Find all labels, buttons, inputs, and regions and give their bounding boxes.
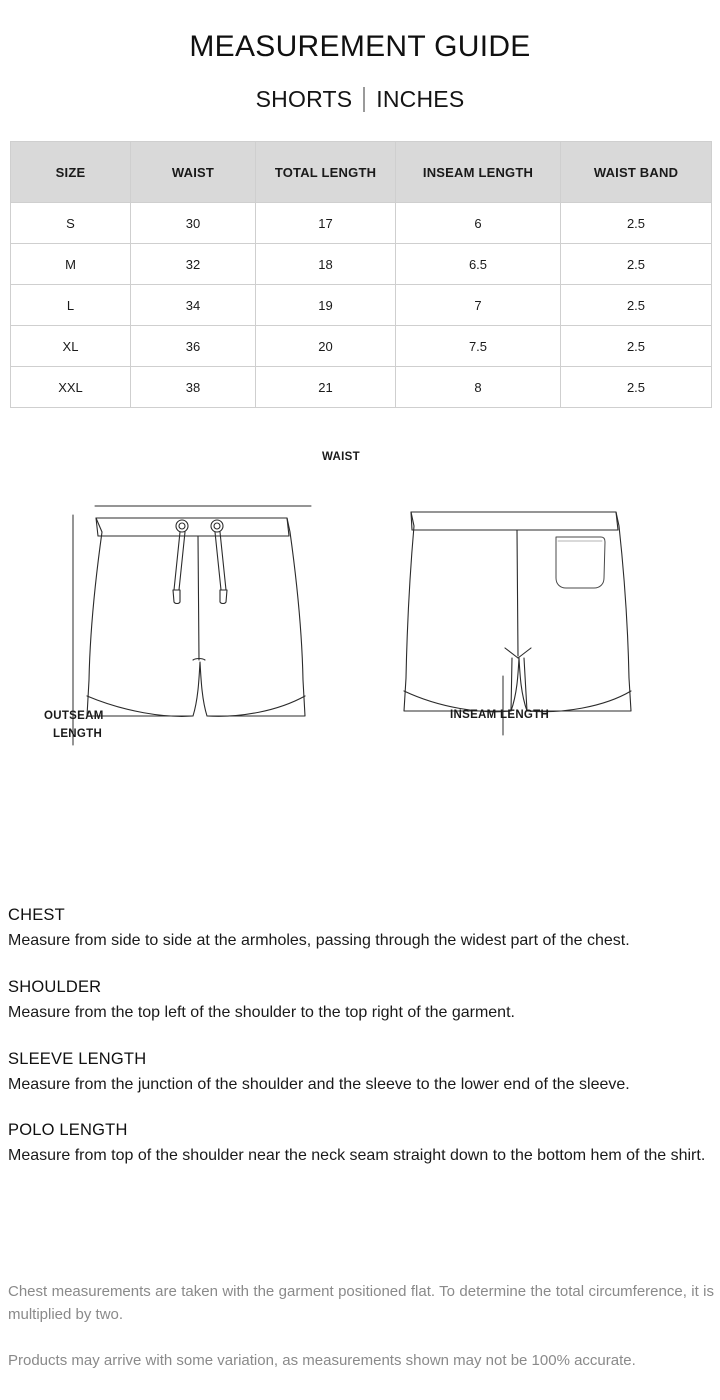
cell-inseam-length: 8: [396, 367, 561, 408]
description-body: Measure from top of the shoulder near the neck seam straight down to the bottom hem of the shirt.: [8, 1147, 706, 1165]
units-label: INCHES: [376, 86, 465, 112]
cell-waist-band: 2.5: [561, 367, 712, 408]
cell-total-length: 21: [256, 367, 396, 408]
note-variation: Products may arrive with some variation, as measurements shown may not be 100% accurate.: [8, 1351, 636, 1369]
column-header-waist-band: WAIST BAND: [561, 142, 712, 203]
column-header-total-length: TOTAL LENGTH: [256, 142, 396, 203]
measurement-descriptions: [8, 906, 714, 1193]
description-body: Measure from side to side at the armholes, passing through the widest part of the chest.: [8, 932, 630, 949]
cell-waist: 32: [131, 244, 256, 285]
column-header-size: SIZE: [11, 142, 131, 203]
description-body: Measure from the top left of the shoulder to the top right of the garment.: [8, 1003, 515, 1021]
page-title: MEASUREMENT GUIDE: [189, 30, 531, 63]
note-flat-measurement: Chest measurements are taken with the garment positioned flat. To determine the total circumference, it is multiplied by two.: [8, 1283, 714, 1324]
description-chest: [8, 906, 714, 954]
cell-size: M: [11, 244, 131, 285]
cell-total-length: 20: [256, 326, 396, 367]
subtitle-row: [0, 86, 720, 113]
cell-inseam-length: 6.5: [396, 244, 561, 285]
cell-waist: 38: [131, 367, 256, 408]
cell-waist: 30: [131, 203, 256, 244]
cell-size: L: [11, 285, 131, 326]
description-body: Measure from the junction of the shoulder and the sleeve to the lower end of the sleeve.: [8, 1075, 630, 1093]
outseam-length-label-line2: LENGTH: [53, 728, 103, 740]
disclaimer-notes: [8, 1280, 714, 1394]
table-header-row: [11, 142, 712, 203]
outseam-length-label-line1: OUTSEAM: [44, 710, 104, 722]
cell-inseam-length: 7.5: [396, 326, 561, 367]
table-row: [11, 367, 712, 408]
description-sleeve-length: [8, 1050, 714, 1098]
shorts-back-view: [404, 512, 631, 735]
description-heading: SHOULDER: [8, 977, 102, 996]
size-chart-table: [10, 141, 712, 408]
description-heading: CHEST: [8, 906, 65, 924]
cell-waist-band: 2.5: [561, 285, 712, 326]
cell-size: XXL: [11, 367, 131, 408]
cell-size: S: [11, 203, 131, 244]
description-heading: POLO LENGTH: [8, 1121, 128, 1140]
cell-size: XL: [11, 326, 131, 367]
description-shoulder: [8, 978, 714, 1026]
cell-total-length: 19: [256, 285, 396, 326]
cell-waist-band: 2.5: [561, 203, 712, 244]
column-header-waist: WAIST: [131, 142, 256, 203]
garment-type-label: SHORTS: [255, 86, 353, 112]
garment-diagram: [0, 451, 720, 810]
cell-total-length: 17: [256, 203, 396, 244]
cell-waist-band: 2.5: [561, 326, 712, 367]
description-polo-length: [8, 1121, 714, 1169]
shorts-front-view: [73, 506, 311, 745]
waist-measurement-label: WAIST: [322, 451, 360, 463]
table-row: [11, 244, 712, 285]
cell-waist-band: 2.5: [561, 244, 712, 285]
size-table-container: [10, 141, 711, 408]
inseam-length-label: INSEAM LENGTH: [450, 709, 550, 721]
cell-inseam-length: 6: [396, 203, 561, 244]
description-heading: SLEEVE LENGTH: [8, 1049, 147, 1068]
column-header-inseam-length: INSEAM LENGTH: [396, 142, 561, 203]
table-row: [11, 285, 712, 326]
table-row: [11, 326, 712, 367]
cell-waist: 36: [131, 326, 256, 367]
cell-inseam-length: 7: [396, 285, 561, 326]
cell-total-length: 18: [256, 244, 396, 285]
subtitle-divider: [363, 87, 365, 112]
cell-waist: 34: [131, 285, 256, 326]
table-row: [11, 203, 712, 244]
shorts-technical-drawing: [0, 480, 720, 810]
